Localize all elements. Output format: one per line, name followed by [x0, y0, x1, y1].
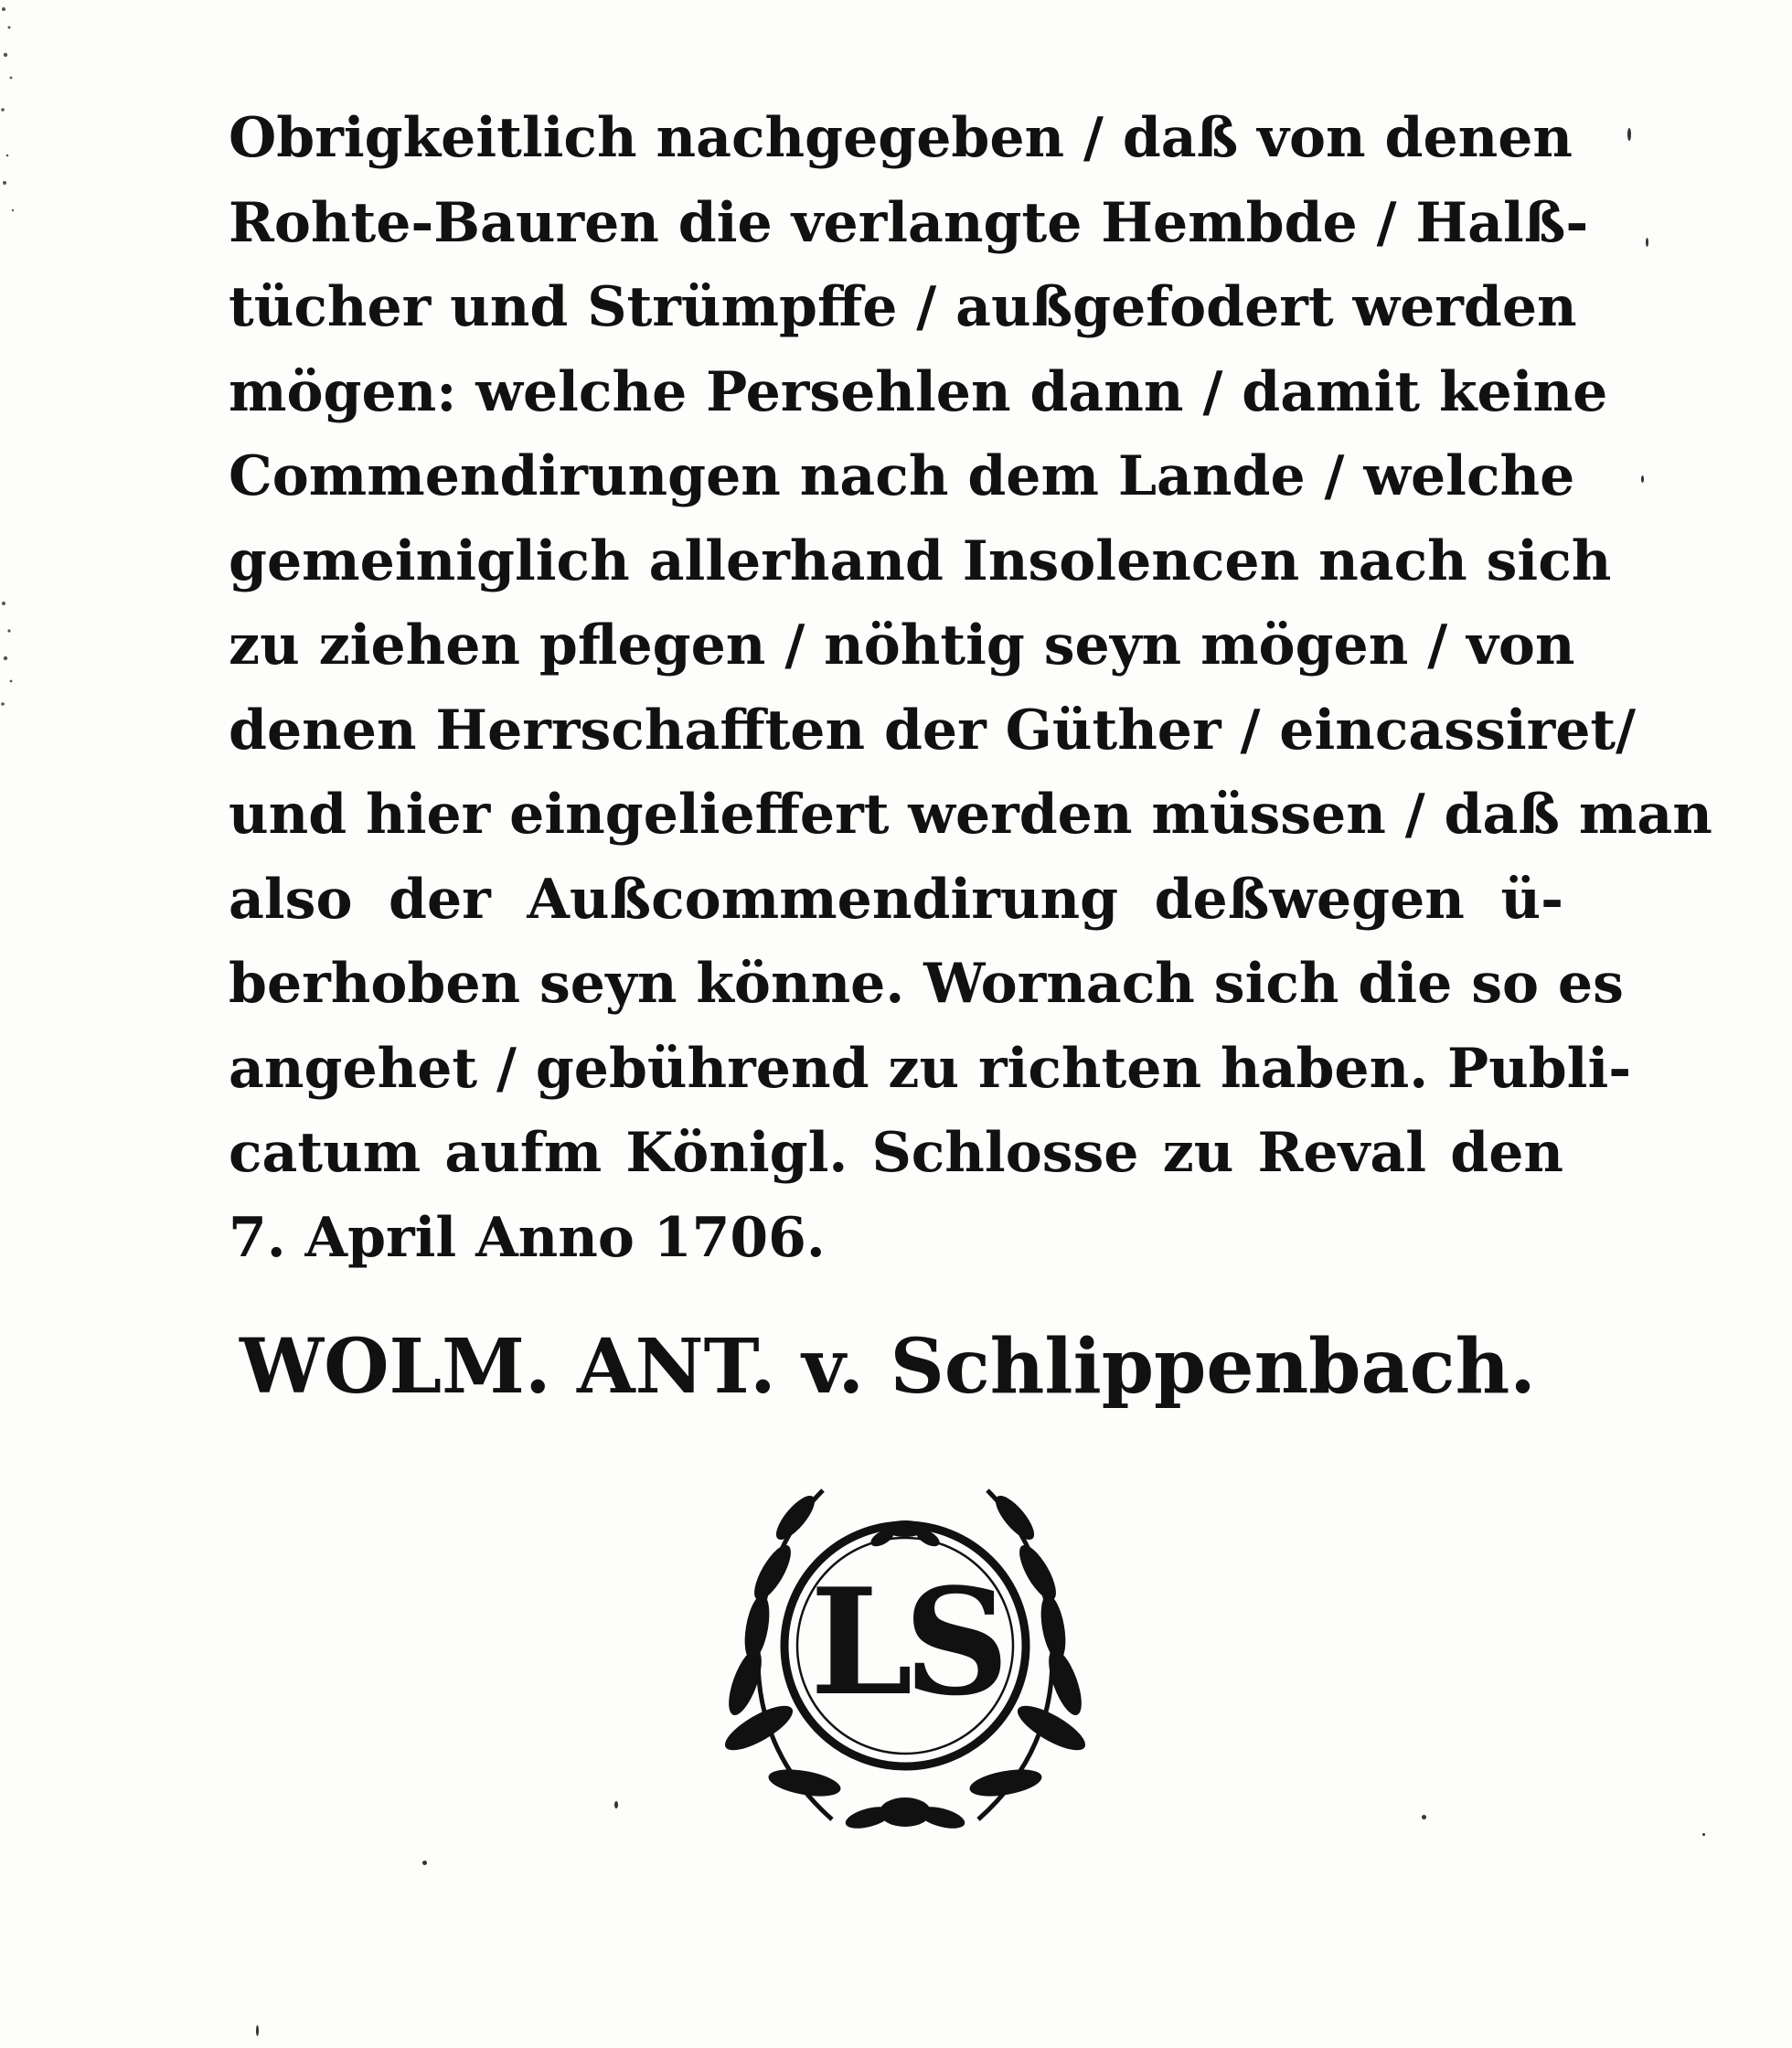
seal-monogram: LS: [809, 1556, 1001, 1728]
page-speck: [1641, 475, 1644, 483]
page-speck: [1646, 238, 1648, 247]
page-speck: [614, 1801, 618, 1808]
signature: WOLM. ANT. v. Schlippenbach.: [240, 1323, 1536, 1411]
text-line-8: denen Herrschafften der Güther / eincassiret/: [229, 698, 1637, 763]
text-line-9: und hier eingelieffert werden müssen / daß man: [229, 783, 1712, 847]
page-edge-specks: [0, 0, 22, 713]
proclamation-text: [229, 96, 1712, 1280]
page-speck: [422, 1861, 427, 1865]
page-speck: [1702, 1833, 1705, 1836]
page-speck: [256, 2025, 259, 2036]
page-speck: [1627, 128, 1631, 141]
text-line-2: Rohte-Bauren die verlangte Hembde / Halß-: [229, 190, 1589, 255]
seal-bottom-bow-icon: [843, 1797, 966, 1832]
text-line-6: gemeiniglich allerhand Insolencen nach sich: [229, 528, 1612, 593]
text-line-4: mögen: welche Persehlen dann / damit keine: [229, 359, 1608, 424]
text-line-14: 7. April Anno 1706.: [229, 1205, 826, 1270]
page-speck: [1422, 1815, 1426, 1819]
text-line-10: also der Außcommendirung deßwegen ü-: [229, 867, 1563, 932]
text-line-5: Commendirungen nach dem Lande / welche: [229, 444, 1575, 508]
seal-emblem: [695, 1454, 1115, 1838]
text-line-1: Obrigkeitlich nachgegeben / daß von denen: [229, 106, 1573, 170]
text-line-13: catum aufm Königl. Schlosse zu Reval den: [229, 1121, 1563, 1185]
text-line-3: tücher und Strümpffe / außgefodert werden: [229, 275, 1577, 339]
text-line-11: berhoben seyn könne. Wornach sich die so es: [229, 952, 1624, 1016]
text-line-7: zu ziehen pflegen / nöhtig seyn mögen / von: [229, 613, 1575, 677]
text-line-12: angehet / gebührend zu richten haben. Publi-: [229, 1036, 1632, 1101]
